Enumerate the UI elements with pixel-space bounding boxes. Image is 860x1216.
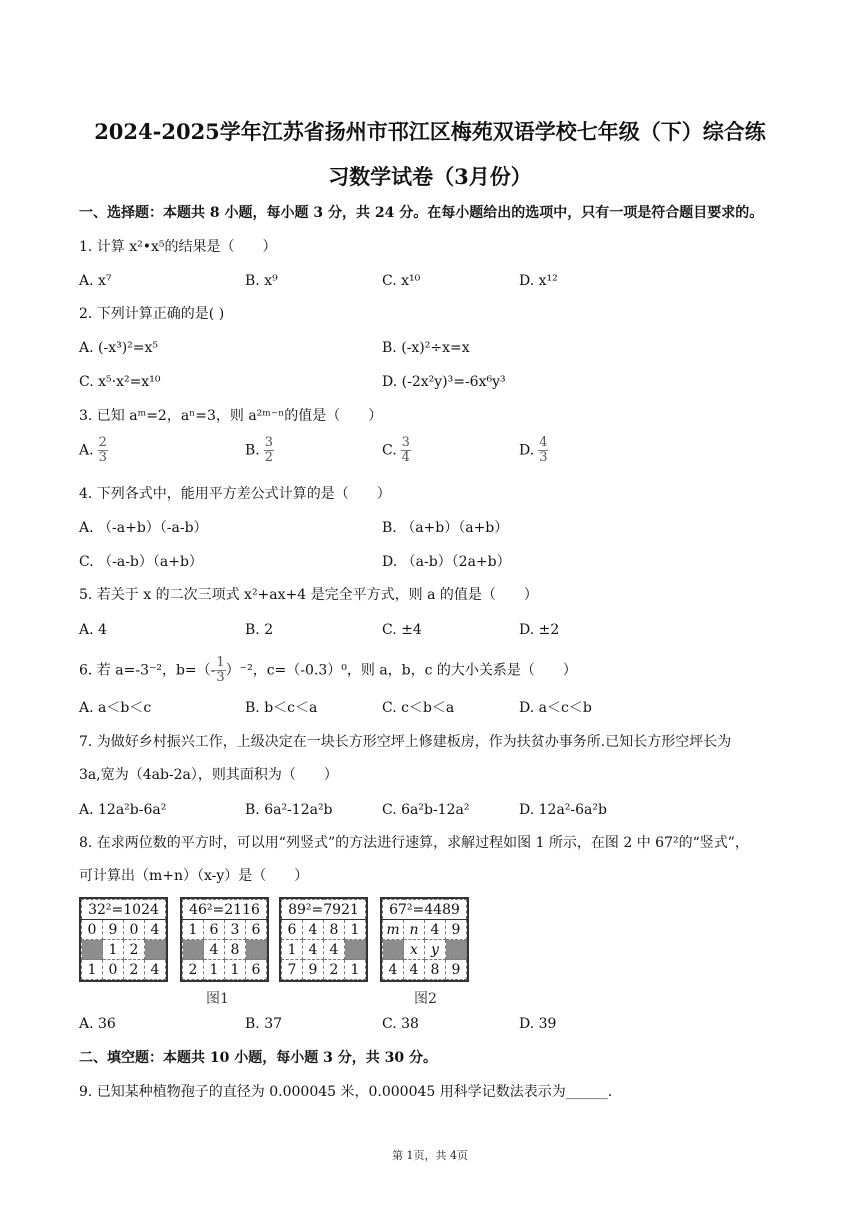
q6-option-c: C. c＜b＜a bbox=[382, 700, 455, 716]
grid-header: 67²=4489 bbox=[383, 900, 467, 920]
grid-cell bbox=[446, 940, 467, 960]
grid-cell: 1 bbox=[183, 920, 204, 940]
fraction-denominator: 3 bbox=[539, 450, 548, 465]
q3-option-b-label: B. bbox=[245, 442, 260, 459]
figure1-grid-3 bbox=[279, 897, 368, 982]
q2-option-c: C. x⁵·x²=x¹⁰ bbox=[79, 374, 161, 390]
q5-stem: 5. 若关于 x 的二次三项式 x²+ax+4 是完全平方式，则 a 的值是（ ） bbox=[79, 587, 538, 603]
fraction-numerator: 3 bbox=[401, 435, 410, 450]
q4-option-a: A. （-a+b）（-a-b） bbox=[79, 520, 208, 536]
q3-option-c-fraction bbox=[401, 436, 411, 465]
q7-option-a: A. 12a²b-6a² bbox=[79, 802, 167, 818]
q7-option-c: C. 6a²b-12a² bbox=[382, 802, 470, 818]
figure1-grid-2 bbox=[180, 897, 269, 982]
q5-option-d: D. ±2 bbox=[519, 622, 560, 638]
grid-cell: 2 bbox=[183, 960, 204, 980]
fraction-denominator: 2 bbox=[264, 450, 274, 465]
q3-option-c bbox=[382, 436, 411, 465]
q9-stem: 9. 已知某种植物孢子的直径为 0.000045 米，0.000045 用科学记数法表示为______. bbox=[79, 1084, 613, 1100]
q6-option-a: A. a＜b＜c bbox=[79, 700, 152, 716]
grid-cell bbox=[183, 940, 204, 960]
grid-cell: 9 bbox=[303, 960, 324, 980]
section-1-heading: 一、选择题：本题共 8 小题，每小题 3 分，共 24 分。在每小题给出的选项中，只有一项是符合题目要求的。 bbox=[79, 205, 764, 221]
q1-option-a: A. x⁷ bbox=[79, 273, 112, 289]
q7-stem-line1: 7. 为做好乡村振兴工作，上级决定在一块长方形空坪上修建板房，作为扶贫办事务所.已知长方形空坪长为 bbox=[79, 734, 732, 750]
fraction-numerator: 3 bbox=[264, 435, 274, 450]
figure2-grid bbox=[380, 897, 469, 982]
grid-cell: n bbox=[404, 920, 425, 940]
grid-cell: 1 bbox=[225, 960, 246, 980]
q1-option-c: C. x¹⁰ bbox=[382, 273, 421, 289]
q5-option-a: A. 4 bbox=[79, 622, 107, 638]
grid-cell: 6 bbox=[246, 960, 267, 980]
grid-cell: m bbox=[383, 920, 404, 940]
grid-cell bbox=[246, 940, 267, 960]
q5-option-c: C. ±4 bbox=[382, 622, 422, 638]
q6-option-b: B. b＜c＜a bbox=[245, 700, 318, 716]
grid-cell: 1 bbox=[345, 920, 366, 940]
q8-option-b: B. 37 bbox=[245, 1016, 283, 1032]
q6-option-d: D. a＜c＜b bbox=[519, 700, 592, 716]
q2-stem: 2. 下列计算正确的是( ) bbox=[79, 306, 225, 322]
grid-cell: 4 bbox=[204, 940, 225, 960]
fraction-numerator: 4 bbox=[539, 435, 548, 450]
q8-option-c: C. 38 bbox=[382, 1016, 419, 1032]
grid-cell: 1 bbox=[103, 940, 124, 960]
grid-cell: 4 bbox=[303, 920, 324, 940]
grid-cell: x bbox=[404, 940, 425, 960]
q5-option-b: B. 2 bbox=[245, 622, 274, 638]
fraction-denominator: 3 bbox=[216, 670, 225, 685]
grid-cell: 8 bbox=[225, 940, 246, 960]
grid-cell bbox=[345, 940, 366, 960]
q3-option-c-label: C. bbox=[382, 442, 397, 459]
grid-cell: 2 bbox=[124, 940, 145, 960]
fraction-numerator: 1 bbox=[216, 655, 225, 670]
q8-option-d: D. 39 bbox=[519, 1016, 557, 1032]
grid-cell: 6 bbox=[246, 920, 267, 940]
grid-cell: 1 bbox=[204, 960, 225, 980]
section-2-heading: 二、填空题：本题共 10 小题，每小题 3 分，共 30 分。 bbox=[79, 1050, 437, 1066]
grid-cell: 7 bbox=[282, 960, 303, 980]
grid-cell: 1 bbox=[345, 960, 366, 980]
grid-cell bbox=[383, 940, 404, 960]
fraction-denominator: 4 bbox=[401, 450, 410, 465]
grid-header: 46²=2116 bbox=[183, 900, 267, 920]
grid-cell: 4 bbox=[145, 920, 166, 940]
q4-stem: 4. 下列各式中，能用平方差公式计算的是（ ） bbox=[79, 486, 391, 502]
q2-option-d: D. (-2x²y)³=-6x⁶y³ bbox=[382, 374, 506, 390]
grid-cell: 9 bbox=[103, 920, 124, 940]
grid-cell: 6 bbox=[204, 920, 225, 940]
figure1-label: 图1 bbox=[206, 991, 229, 1007]
q6-fraction bbox=[215, 656, 225, 685]
q7-stem-line2: 3a,宽为（4ab-2a），则其面积为（ ） bbox=[79, 767, 338, 783]
grid-cell: 0 bbox=[82, 920, 103, 940]
q4-option-b: B. （a+b）（a+b） bbox=[382, 520, 509, 536]
q3-stem: 3. 已知 aᵐ=2，aⁿ=3，则 a²ᵐ⁻ⁿ的值是（ ） bbox=[79, 408, 383, 424]
grid-cell: 2 bbox=[324, 960, 345, 980]
grid-cell: 8 bbox=[425, 960, 446, 980]
page-footer: 第 1页，共 4页 bbox=[392, 1149, 468, 1162]
q2-option-a: A. (-x³)²=x⁵ bbox=[79, 340, 159, 356]
q2-option-b: B. (-x)²÷x=x bbox=[382, 340, 470, 356]
figure2-label: 图2 bbox=[414, 991, 437, 1007]
q7-option-b: B. 6a²-12a²b bbox=[245, 802, 333, 818]
grid-cell: 4 bbox=[324, 940, 345, 960]
q6-stem-start: 6. 若 a=-3⁻²，b=（- bbox=[79, 662, 216, 679]
fraction-denominator: 3 bbox=[98, 450, 107, 465]
exam-title-line1: 2024-2025学年江苏省扬州市邗江区梅苑双语学校七年级（下）综合练 bbox=[94, 119, 766, 144]
q3-option-b-fraction bbox=[264, 436, 274, 465]
q3-option-d bbox=[519, 436, 548, 465]
grid-cell: 1 bbox=[282, 940, 303, 960]
grid-cell: 4 bbox=[303, 940, 324, 960]
grid-cell: 0 bbox=[103, 960, 124, 980]
q1-stem: 1. 计算 x²•x⁵的结果是（ ） bbox=[79, 239, 277, 255]
grid-cell: 3 bbox=[225, 920, 246, 940]
q1-option-b: B. x⁹ bbox=[245, 273, 278, 289]
q4-option-c: C. （-a-b）（a+b） bbox=[79, 554, 203, 570]
grid-cell: 1 bbox=[82, 960, 103, 980]
grid-header: 32²=1024 bbox=[82, 900, 166, 920]
q6-stem bbox=[79, 656, 577, 685]
grid-cell: 6 bbox=[282, 920, 303, 940]
grid-cell: 9 bbox=[446, 920, 467, 940]
q3-option-d-fraction bbox=[538, 436, 548, 465]
q3-option-a-fraction bbox=[98, 436, 108, 465]
grid-cell bbox=[82, 940, 103, 960]
grid-cell bbox=[145, 940, 166, 960]
q7-option-d: D. 12a²-6a²b bbox=[519, 802, 607, 818]
figure1-grid-1 bbox=[79, 897, 168, 982]
q3-option-b bbox=[245, 436, 274, 465]
q4-option-d: D. （a-b）（2a+b） bbox=[382, 554, 511, 570]
grid-cell: y bbox=[425, 940, 446, 960]
q8-stem-line1: 8. 在求两位数的平方时，可以用“列竖式”的方法进行速算，求解过程如图 1 所示，在图 2 中 67²的“竖式”， bbox=[79, 835, 749, 851]
fraction-numerator: 2 bbox=[98, 435, 107, 450]
grid-cell: 4 bbox=[425, 920, 446, 940]
q3-option-a-label: A. bbox=[79, 442, 94, 459]
grid-cell: 4 bbox=[383, 960, 404, 980]
q6-stem-end: ）⁻²，c=（-0.3）⁰，则 a，b，c 的大小关系是（ ） bbox=[225, 662, 577, 679]
q8-stem-line2: 可计算出（m+n）（x-y）是（ ） bbox=[79, 868, 309, 884]
grid-cell: 9 bbox=[446, 960, 467, 980]
grid-cell: 2 bbox=[124, 960, 145, 980]
grid-cell: 0 bbox=[124, 920, 145, 940]
grid-header: 89²=7921 bbox=[282, 900, 366, 920]
exam-title-line2: 习数学试卷（3月份） bbox=[328, 164, 532, 189]
grid-cell: 4 bbox=[404, 960, 425, 980]
q1-option-d: D. x¹² bbox=[519, 273, 558, 289]
q3-option-d-label: D. bbox=[519, 442, 535, 459]
grid-cell: 8 bbox=[324, 920, 345, 940]
q8-option-a: A. 36 bbox=[79, 1016, 116, 1032]
grid-cell: 4 bbox=[145, 960, 166, 980]
q3-option-a bbox=[79, 436, 108, 465]
